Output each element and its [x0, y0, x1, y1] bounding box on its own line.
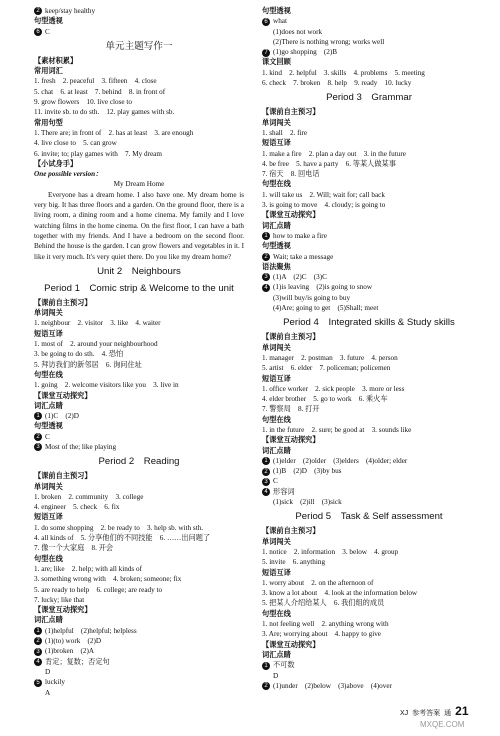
answer-text: (1)A (2)C (3)C [273, 273, 327, 282]
right-answer-column [262, 6, 476, 691]
section-heading: 【课堂互动探究】 [262, 210, 320, 220]
section-heading: 【课前自主预习】 [262, 526, 320, 536]
section-heading: 【课前自主预习】 [262, 332, 320, 342]
numbered-answer [34, 411, 244, 421]
answer-line: 4. all kinds of 5. 分享他们的不同技能 6. ……出问题了 [34, 534, 211, 543]
answer-line: 1. neighbour 2. visitor 3. like 4. waiter [34, 319, 161, 328]
section-heading: 短语互译 [34, 512, 63, 522]
section-heading: 句型在线 [262, 414, 291, 424]
answer-line: 11. invite sb. to do sth. 12. play games with sb. [34, 108, 175, 117]
period-title: Unit 2 Neighbours [97, 265, 181, 277]
answer-text: what [273, 17, 287, 26]
answer-line: D [45, 667, 51, 676]
footer-label: 参考答案 [412, 710, 441, 717]
period-title: Period 1 Comic strip & Welcome to the unit [44, 282, 234, 294]
answer-text: Most of the; like playing [45, 442, 117, 451]
answer-line: 5. artist 6. elder 7. policeman; policemen [262, 364, 391, 373]
answer-text: (1)broken (2)A [45, 647, 95, 656]
numbered-answer [34, 432, 244, 442]
answer-line: 1. not feeling well 2. anything wrong with [262, 620, 389, 629]
section-heading: 【课堂互动探究】 [262, 639, 320, 649]
page-footer [400, 704, 480, 718]
answer-line: 3. know a lot about 4. look at the information below [262, 589, 418, 598]
answer-line: 1. There are; in front of 2. has at least 3. are enough [34, 128, 194, 137]
number-badge: 1 [34, 412, 42, 420]
answer-line: 5. chat 6. at least 7. behind 8. in front of [34, 87, 166, 96]
section-heading: 常用词汇 [34, 66, 63, 76]
number-badge: 2 [262, 468, 270, 476]
answer-line: 1. notice 2. information 3. below 4. group [262, 547, 399, 556]
section-heading: 句型在线 [262, 608, 291, 618]
section-heading: 短语互译 [34, 328, 63, 338]
section-heading: 【小试身手】 [34, 158, 78, 168]
answer-text: 形容词 [273, 487, 295, 496]
answer-text: (1)go shopping (2)B [273, 48, 338, 57]
section-heading: 句型在线 [34, 553, 63, 563]
answer-line: (1)does not work [273, 27, 323, 36]
section-heading: 短语互译 [262, 138, 291, 148]
number-badge: 7 [262, 49, 270, 57]
answer-text: C [45, 27, 50, 36]
number-badge: 1 [262, 457, 270, 465]
watermark [420, 720, 464, 729]
answer-line: (2)There is nothing wrong; works well [273, 37, 385, 46]
numbered-answer [34, 626, 244, 636]
number-badge: 4 [262, 488, 270, 496]
number-badge: 5 [34, 679, 42, 687]
number-badge: 6 [262, 18, 270, 26]
numbered-answer [262, 47, 476, 57]
period-title: Period 5 Task & Self assessment [295, 511, 443, 523]
answer-line: 1. kind 2. helpful 3. skills 4. problems 5. meeting [262, 68, 425, 77]
section-heading: 【课堂互动探究】 [34, 390, 92, 400]
number-badge: 1 [262, 662, 270, 670]
numbered-answer [34, 657, 244, 667]
number-badge: 4 [262, 284, 270, 292]
answer-text: C [273, 477, 278, 486]
section-heading: 【课堂互动探究】 [262, 435, 320, 445]
section-heading: 词汇点睛 [34, 615, 63, 625]
section-heading: 【课前自主预习】 [34, 297, 92, 307]
number-badge: 2 [262, 682, 270, 690]
answer-line: 3. Are; worrying about 4. happy to give [262, 630, 381, 639]
numbered-answer [34, 636, 244, 646]
number-badge: 3 [262, 273, 270, 281]
answer-line: 1. worry about 2. on the afternoon of [262, 578, 374, 587]
answer-line: 1. are; like 2. help; with all kinds of [34, 564, 142, 573]
section-heading: 【课堂互动探究】 [34, 605, 92, 615]
number-badge: 1 [262, 232, 270, 240]
answer-line: 6. check 7. broken 8. help 9. ready 10. lucky [262, 79, 412, 88]
answer-text: (1)B (2)D (3)by bus [273, 467, 342, 476]
number-badge: 2 [34, 637, 42, 645]
answer-line: 1. in the future 2. sure; be good at 3. sounds like [262, 425, 412, 434]
answer-text: (1)helpful (2)helpful; helpless [45, 626, 137, 635]
essay-title: My Dream Home [113, 180, 165, 189]
period-title: 单元主题写作一 [105, 40, 173, 52]
numbered-answer [262, 456, 476, 466]
section-heading: 短语互译 [262, 373, 291, 383]
section-heading: 短语互译 [262, 567, 291, 577]
answer-line: 3. is going to move 4. cloudy; is going to [262, 201, 386, 210]
section-heading: 词汇点睛 [262, 649, 291, 659]
numbered-answer [262, 476, 476, 486]
numbered-answer [262, 282, 476, 292]
answer-text: (1)C (2)D [45, 412, 79, 421]
answer-text: 不可数 [273, 661, 295, 670]
number-badge: 6 [34, 28, 42, 36]
section-heading: 单词闯关 [34, 308, 63, 318]
section-heading: 句型透视 [34, 421, 63, 431]
answer-line: 4. elder brother 5. go to work 6. 乘火车 [262, 395, 388, 404]
answer-line: One possible version： [34, 170, 103, 179]
numbered-answer [34, 6, 244, 16]
numbered-answer [262, 16, 476, 26]
numbered-answer [34, 677, 244, 687]
answer-line: 9. grow flowers 10. live close to [34, 98, 133, 107]
answer-line: 4. engineer 5. check 6. fix [34, 503, 120, 512]
answer-line: 1. do some shopping 2. be ready to 3. help sb. with sth. [34, 523, 204, 532]
section-heading: 句型透视 [262, 241, 291, 251]
answer-line: 1. make a fire 2. plan a day out 3. in the future [262, 149, 406, 158]
section-heading: 词汇点睛 [34, 400, 63, 410]
answer-line: 5. 把某人介绍给某人 6. 我们组的成员 [262, 599, 385, 608]
answer-line: 1. most of 2. around your neighbourhood [34, 340, 158, 349]
answer-line: (3)will buy/is going to buy [273, 293, 351, 302]
period-title: Period 2 Reading [98, 456, 180, 468]
watermark-text: MXQE.COM [420, 720, 465, 729]
section-heading: 单词闯关 [262, 117, 291, 127]
answer-line: A [45, 688, 51, 697]
answer-line: 5. 拜访我们的新邻居 6. 询问住址 [34, 360, 142, 369]
numbered-answer [262, 231, 476, 241]
section-heading: 单词闯关 [262, 536, 291, 546]
number-badge: 3 [262, 478, 270, 486]
section-heading: 语法聚焦 [262, 261, 291, 271]
numbered-answer [262, 660, 476, 670]
section-heading: 【素材积累】 [34, 55, 78, 65]
answer-line: 1. broken 2. community 3. college [34, 492, 144, 501]
answer-line: (4)Are; going to get (5)Shall; meet [273, 304, 379, 313]
answer-line: (1)sick (2)ill (3)sick [273, 498, 342, 507]
number-badge: 3 [34, 648, 42, 656]
answer-text: how to make a fire [273, 231, 327, 240]
answer-line: 5. invite 6. anything [262, 558, 326, 567]
section-heading: 课文回顾 [262, 57, 291, 67]
numbered-answer [262, 272, 476, 282]
numbered-answer [262, 466, 476, 476]
number-badge: 2 [262, 253, 270, 261]
section-heading: 单词闯关 [34, 481, 63, 491]
answer-line: 1. fresh 2. peaceful 3. fifteen 4. close [34, 77, 157, 86]
answer-line: 3. be going to do sth. 4. 恐怕 [34, 350, 124, 359]
answer-line: 1. going 2. welcome visitors like you 3. live in [34, 381, 179, 390]
answer-line: D [273, 671, 279, 680]
number-badge: 2 [34, 7, 42, 15]
answer-text: keep/stay healthy [45, 7, 96, 15]
answer-text: Wait; take a message [273, 252, 334, 261]
answer-line: 4. live close to 5. can grow [34, 139, 117, 148]
footer-code: XJ [400, 710, 409, 717]
answer-text: C [45, 432, 50, 441]
period-title: Period 3 Grammar [326, 92, 412, 104]
number-badge: 3 [34, 443, 42, 451]
section-heading: 词汇点睛 [262, 220, 291, 230]
section-heading: 【课前自主预习】 [262, 107, 320, 117]
answer-text: 肯定；复数；否定句 [45, 657, 110, 666]
answer-line: 6. invite; to; play games with 7. My dream [34, 149, 162, 158]
section-heading: 句型在线 [34, 369, 63, 379]
answer-text: (1)under (2)below (3)above (4)over [273, 681, 392, 690]
answer-line: 7. 宿天 8. 回电话 [262, 170, 320, 179]
answer-line: 7. lucky; like that [34, 595, 85, 604]
answer-line: 5. are ready to help 6. college; are ready to [34, 585, 163, 594]
answer-line: 1. office worker 2. sick people 3. more or less [262, 384, 405, 393]
section-heading: 【课前自主预习】 [34, 471, 92, 481]
answer-text: (1)is leaving (2)is going to snow [273, 283, 373, 292]
number-badge: 1 [34, 627, 42, 635]
answer-line: 4. be free 5. have a party 6. 等某人做某事 [262, 159, 396, 168]
section-heading: 句型透视 [262, 6, 291, 15]
numbered-answer [262, 252, 476, 262]
number-badge: 2 [34, 433, 42, 441]
answer-line: 1. will take us 2. Will; wait for; call back [262, 190, 385, 199]
numbered-answer [262, 487, 476, 497]
answer-line: 1. manager 2. postman 3. future 4. person [262, 353, 398, 362]
numbered-answer [262, 681, 476, 691]
answer-line: 7. 像一个大家庭 8. 开会 [34, 544, 114, 553]
section-heading: 单词闯关 [262, 342, 291, 352]
section-heading: 句型在线 [262, 179, 291, 189]
section-heading: 常用句型 [34, 117, 63, 127]
answer-line: 3. something wrong with 4. broken; someone; fix [34, 575, 182, 584]
period-title: Period 4 Integrated skills & Study skills [283, 317, 455, 329]
section-heading: 句型透视 [34, 16, 63, 26]
number-badge: 4 [34, 658, 42, 666]
section-heading: 词汇点睛 [262, 445, 291, 455]
answer-line: 1. shall 2. fire [262, 128, 308, 137]
answer-line: 7. 警察局 8. 打开 [262, 405, 320, 414]
footer-prefix: 通 [444, 710, 452, 717]
numbered-answer [34, 442, 244, 452]
page-number: 21 [455, 704, 469, 718]
answer-text: luckily [45, 678, 65, 687]
answer-text: (1)(to) work (2)D [45, 637, 102, 646]
essay-paragraph: Everyone has a dream home. I also have one. My dream home is very big. It has three floors and a garden. On the ground floor, there is a living room, a dining room and a home cinema. My family and I love watching films in the home cinema. On the first floor, I can have a bath together with my friends. And I have a bedroom on the second floor. Behind the house is the garden. I can grow flowers and vegetables in it. I like it very much. It's very quiet there. Do you like my dream home? [34, 190, 244, 261]
answer-text: (1)elder (2)older (3)elders (4)older; elder [273, 456, 408, 465]
numbered-answer [34, 27, 244, 37]
numbered-answer [34, 646, 244, 656]
left-answer-column [34, 6, 244, 698]
